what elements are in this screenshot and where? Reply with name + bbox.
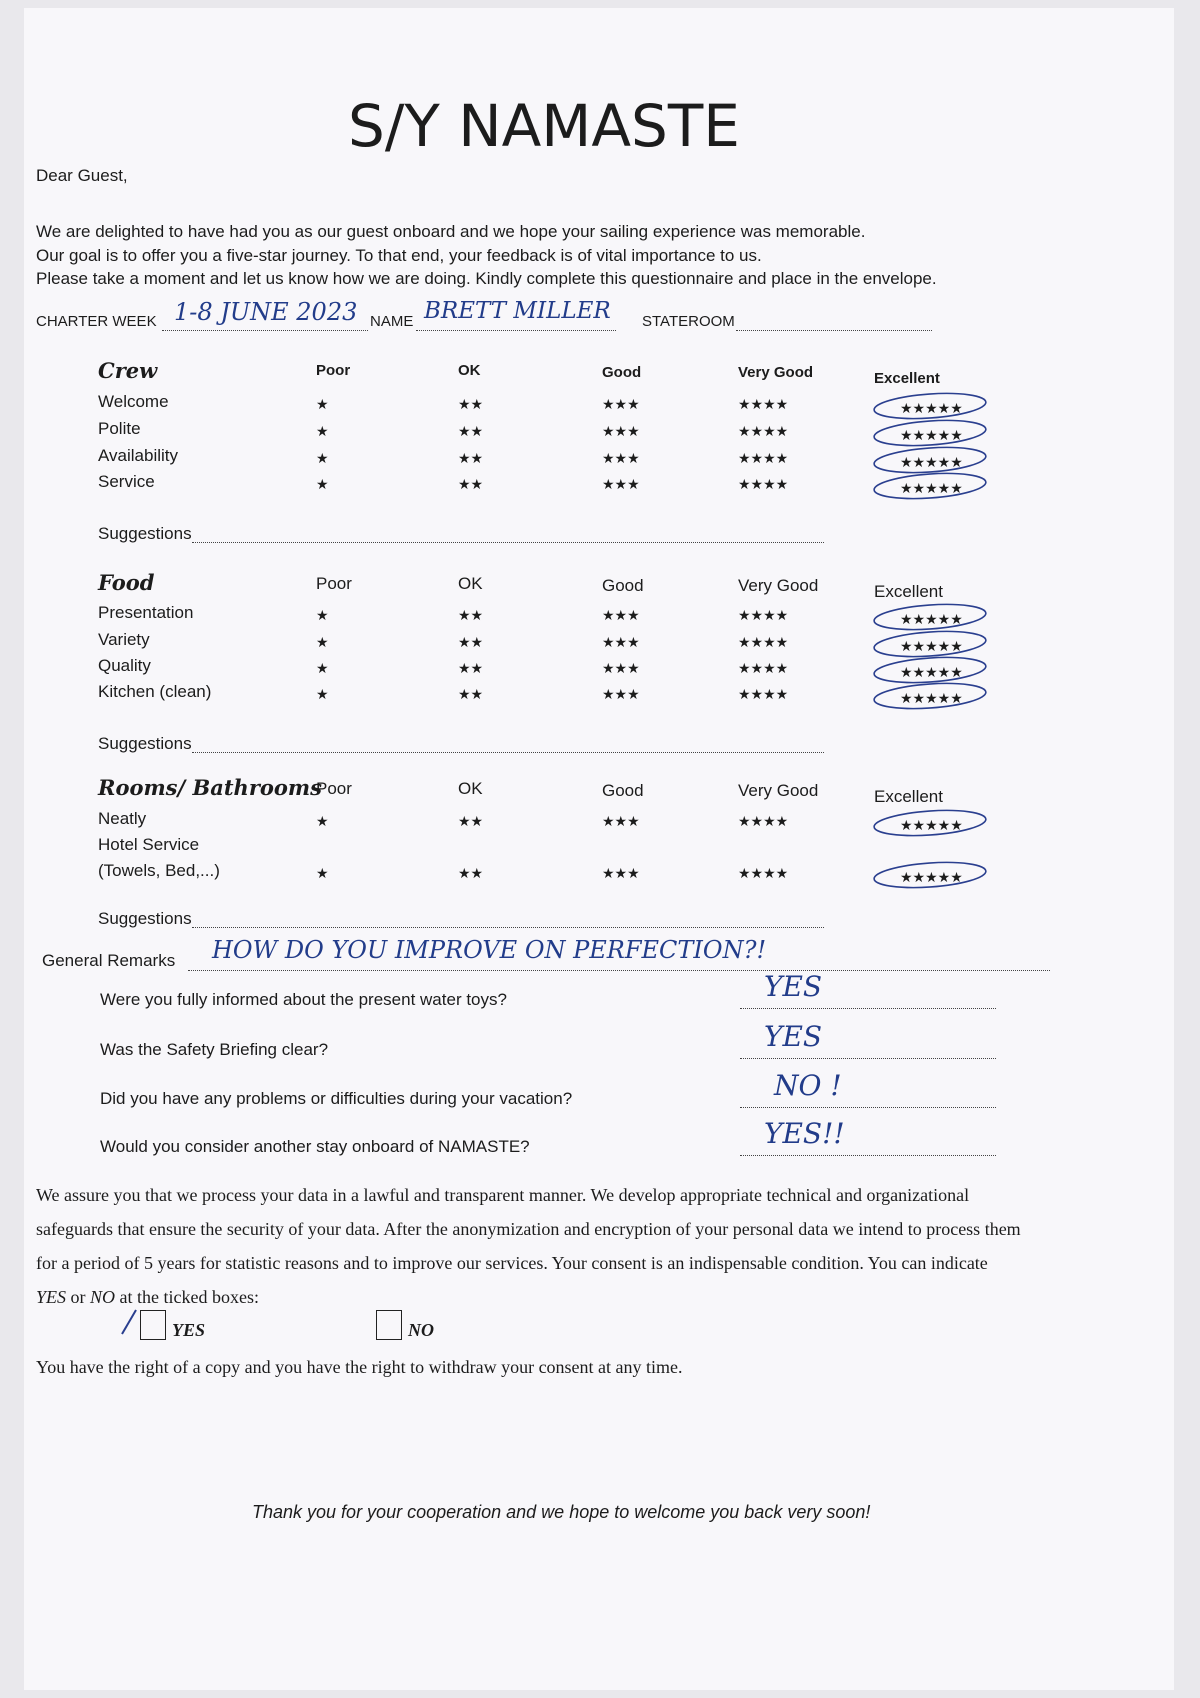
- intro-line-1: We are delighted to have had you as our guest onboard and we hope your sailing experience was memorable.: [36, 222, 866, 241]
- rating-option-3-stars[interactable]: ★★★: [602, 423, 640, 439]
- suggestions-label: Suggestions: [98, 909, 192, 928]
- rating-option-3-stars[interactable]: ★★★: [602, 396, 640, 412]
- answer-field[interactable]: [740, 1155, 996, 1156]
- answer-value: YES!!: [764, 1117, 845, 1150]
- answer-value: NO !: [774, 1069, 842, 1102]
- rating-option-1-stars[interactable]: ★: [316, 450, 329, 466]
- column-header-very-good: Very Good: [738, 781, 819, 800]
- column-header-ok: OK: [458, 779, 483, 798]
- answer-value: YES: [764, 970, 823, 1003]
- intro-line-3: Please take a moment and let us know how we are doing. Kindly complete this questionnaire and place in the envelope.: [36, 269, 937, 288]
- rating-option-1-stars[interactable]: ★: [316, 813, 329, 829]
- name-label: NAME: [370, 313, 414, 330]
- rating-option-3-stars[interactable]: ★★★: [602, 476, 640, 492]
- rating-option-5-stars[interactable]: ★★★★★: [900, 611, 963, 627]
- privacy-line-1: We assure you that we process your data in a lawful and transparent manner. We develop appropriate technical and organizational: [36, 1185, 970, 1205]
- question-text: Did you have any problems or difficulties during your vacation?: [100, 1089, 573, 1108]
- column-header-ok: OK: [458, 362, 481, 379]
- column-header-good: Good: [602, 364, 642, 381]
- answer-field[interactable]: [740, 1058, 996, 1059]
- rating-item-label: (Towels, Bed,...): [98, 861, 220, 880]
- rating-option-5-stars[interactable]: ★★★★★: [900, 690, 963, 706]
- answer-value: YES: [764, 1020, 823, 1053]
- suggestions-label: Suggestions: [98, 524, 192, 543]
- charter-week-value[interactable]: 1-8 JUNE 2023: [174, 298, 358, 326]
- rating-option-4-stars[interactable]: ★★★★: [738, 476, 789, 492]
- column-header-poor: Poor: [316, 362, 351, 379]
- rating-option-1-stars[interactable]: ★: [316, 476, 329, 492]
- section-title: Rooms/ Bathrooms: [98, 775, 322, 800]
- rating-option-4-stars[interactable]: ★★★★: [738, 396, 789, 412]
- rating-option-2-stars[interactable]: ★★: [458, 476, 484, 492]
- question-text: Would you consider another stay onboard of NAMASTE?: [100, 1137, 530, 1156]
- rating-option-4-stars[interactable]: ★★★★: [738, 813, 789, 829]
- question-text: Were you fully informed about the present water toys?: [100, 990, 507, 1009]
- rating-item-label: Service: [98, 472, 155, 491]
- column-header-ok: OK: [458, 574, 483, 593]
- suggestions-field[interactable]: [192, 752, 824, 753]
- rating-option-3-stars[interactable]: ★★★: [602, 686, 640, 702]
- section-title: Crew: [98, 358, 158, 383]
- rating-option-1-stars[interactable]: ★: [316, 607, 329, 623]
- name-value[interactable]: BRETT MILLER: [424, 298, 611, 324]
- section-title: Food: [98, 570, 155, 595]
- rating-option-2-stars[interactable]: ★★: [458, 607, 484, 623]
- page-title: S/Y NAMASTE: [348, 92, 740, 160]
- closing-message: Thank you for your cooperation and we hope to welcome you back very soon!: [252, 1502, 871, 1522]
- rating-option-1-stars[interactable]: ★: [316, 686, 329, 702]
- questionnaire-page: [24, 8, 1174, 1690]
- column-header-excellent: Excellent: [874, 787, 943, 806]
- rating-option-1-stars[interactable]: ★: [316, 423, 329, 439]
- privacy-line-2: safeguards that ensure the security of your data. After the anonymization and encryption of your personal data we intend to process them: [36, 1219, 1021, 1239]
- privacy-line-3: for a period of 5 years for statistic reasons and to improve our services. Your consent is an indispensable condition. You can indicate: [36, 1253, 988, 1273]
- general-remarks-label: General Remarks: [42, 951, 176, 970]
- charter-week-label: CHARTER WEEK: [36, 313, 157, 330]
- rating-option-5-stars[interactable]: ★★★★★: [900, 400, 963, 416]
- consent-yes-checkbox[interactable]: [140, 1310, 166, 1340]
- rating-option-5-stars[interactable]: ★★★★★: [900, 480, 963, 496]
- rating-option-3-stars[interactable]: ★★★: [602, 450, 640, 466]
- answer-field[interactable]: [740, 1008, 996, 1009]
- rights-statement: You have the right of a copy and you have the right to withdraw your consent at any time.: [36, 1357, 683, 1377]
- consent-no-checkbox[interactable]: [376, 1310, 402, 1340]
- rating-option-2-stars[interactable]: ★★: [458, 396, 484, 412]
- general-remarks-value[interactable]: HOW DO YOU IMPROVE ON PERFECTION?!: [212, 936, 767, 964]
- rating-option-4-stars[interactable]: ★★★★: [738, 865, 789, 881]
- rating-item-label: Welcome: [98, 392, 169, 411]
- suggestions-label: Suggestions: [98, 734, 192, 753]
- rating-option-4-stars[interactable]: ★★★★: [738, 450, 789, 466]
- rating-option-1-stars[interactable]: ★: [316, 396, 329, 412]
- rating-option-3-stars[interactable]: ★★★: [602, 607, 640, 623]
- rating-option-2-stars[interactable]: ★★: [458, 450, 484, 466]
- column-header-excellent: Excellent: [874, 370, 940, 387]
- rating-option-3-stars[interactable]: ★★★: [602, 813, 640, 829]
- column-header-good: Good: [602, 781, 644, 800]
- rating-option-2-stars[interactable]: ★★: [458, 423, 484, 439]
- rating-option-1-stars[interactable]: ★: [316, 865, 329, 881]
- rating-option-4-stars[interactable]: ★★★★: [738, 634, 789, 650]
- stateroom-label: STATEROOM: [642, 313, 735, 330]
- rating-option-3-stars[interactable]: ★★★: [602, 660, 640, 676]
- suggestions-field[interactable]: [192, 542, 824, 543]
- rating-option-4-stars[interactable]: ★★★★: [738, 607, 789, 623]
- rating-option-5-stars[interactable]: ★★★★★: [900, 817, 963, 833]
- rating-option-1-stars[interactable]: ★: [316, 660, 329, 676]
- column-header-very-good: Very Good: [738, 364, 814, 381]
- consent-tick-mark: [122, 1310, 136, 1334]
- column-header-poor: Poor: [316, 574, 352, 593]
- rating-item-label: Kitchen (clean): [98, 682, 212, 701]
- question-text: Was the Safety Briefing clear?: [100, 1040, 329, 1059]
- rating-option-5-stars[interactable]: ★★★★★: [900, 454, 963, 470]
- rating-option-4-stars[interactable]: ★★★★: [738, 660, 789, 676]
- rating-option-4-stars[interactable]: ★★★★: [738, 423, 789, 439]
- rating-item-label: Hotel Service: [98, 835, 200, 854]
- rating-option-3-stars[interactable]: ★★★: [602, 634, 640, 650]
- column-header-poor: Poor: [316, 779, 352, 798]
- column-header-excellent: Excellent: [874, 582, 943, 601]
- rating-item-label: Neatly: [98, 809, 147, 828]
- rating-option-2-stars[interactable]: ★★: [458, 660, 484, 676]
- greeting: Dear Guest,: [36, 166, 128, 185]
- rating-option-2-stars[interactable]: ★★: [458, 686, 484, 702]
- intro-line-2: Our goal is to offer you a five-star journey. To that end, your feedback is of vital importance to us.: [36, 246, 762, 265]
- rating-item-label: Presentation: [98, 603, 194, 622]
- rating-item-label: Quality: [98, 656, 151, 675]
- rating-item-label: Availability: [98, 446, 179, 465]
- rating-option-2-stars[interactable]: ★★: [458, 813, 484, 829]
- answer-field[interactable]: [740, 1107, 996, 1108]
- column-header-good: Good: [602, 576, 644, 595]
- suggestions-field[interactable]: [192, 927, 824, 928]
- privacy-line-4: YES or NO at the ticked boxes:: [36, 1287, 259, 1307]
- consent-no-label: NO: [408, 1320, 434, 1340]
- rating-option-4-stars[interactable]: ★★★★: [738, 686, 789, 702]
- rating-option-2-stars[interactable]: ★★: [458, 865, 484, 881]
- rating-item-label: Variety: [98, 630, 150, 649]
- rating-option-5-stars[interactable]: ★★★★★: [900, 427, 963, 443]
- rating-option-5-stars[interactable]: ★★★★★: [900, 638, 963, 654]
- stateroom-field[interactable]: [736, 330, 932, 331]
- rating-option-1-stars[interactable]: ★: [316, 634, 329, 650]
- consent-yes-label: YES: [172, 1320, 206, 1340]
- rating-item-label: Polite: [98, 419, 141, 438]
- column-header-very-good: Very Good: [738, 576, 819, 595]
- rating-option-2-stars[interactable]: ★★: [458, 634, 484, 650]
- rating-option-3-stars[interactable]: ★★★: [602, 865, 640, 881]
- rating-option-5-stars[interactable]: ★★★★★: [900, 664, 963, 680]
- rating-option-5-stars[interactable]: ★★★★★: [900, 869, 963, 885]
